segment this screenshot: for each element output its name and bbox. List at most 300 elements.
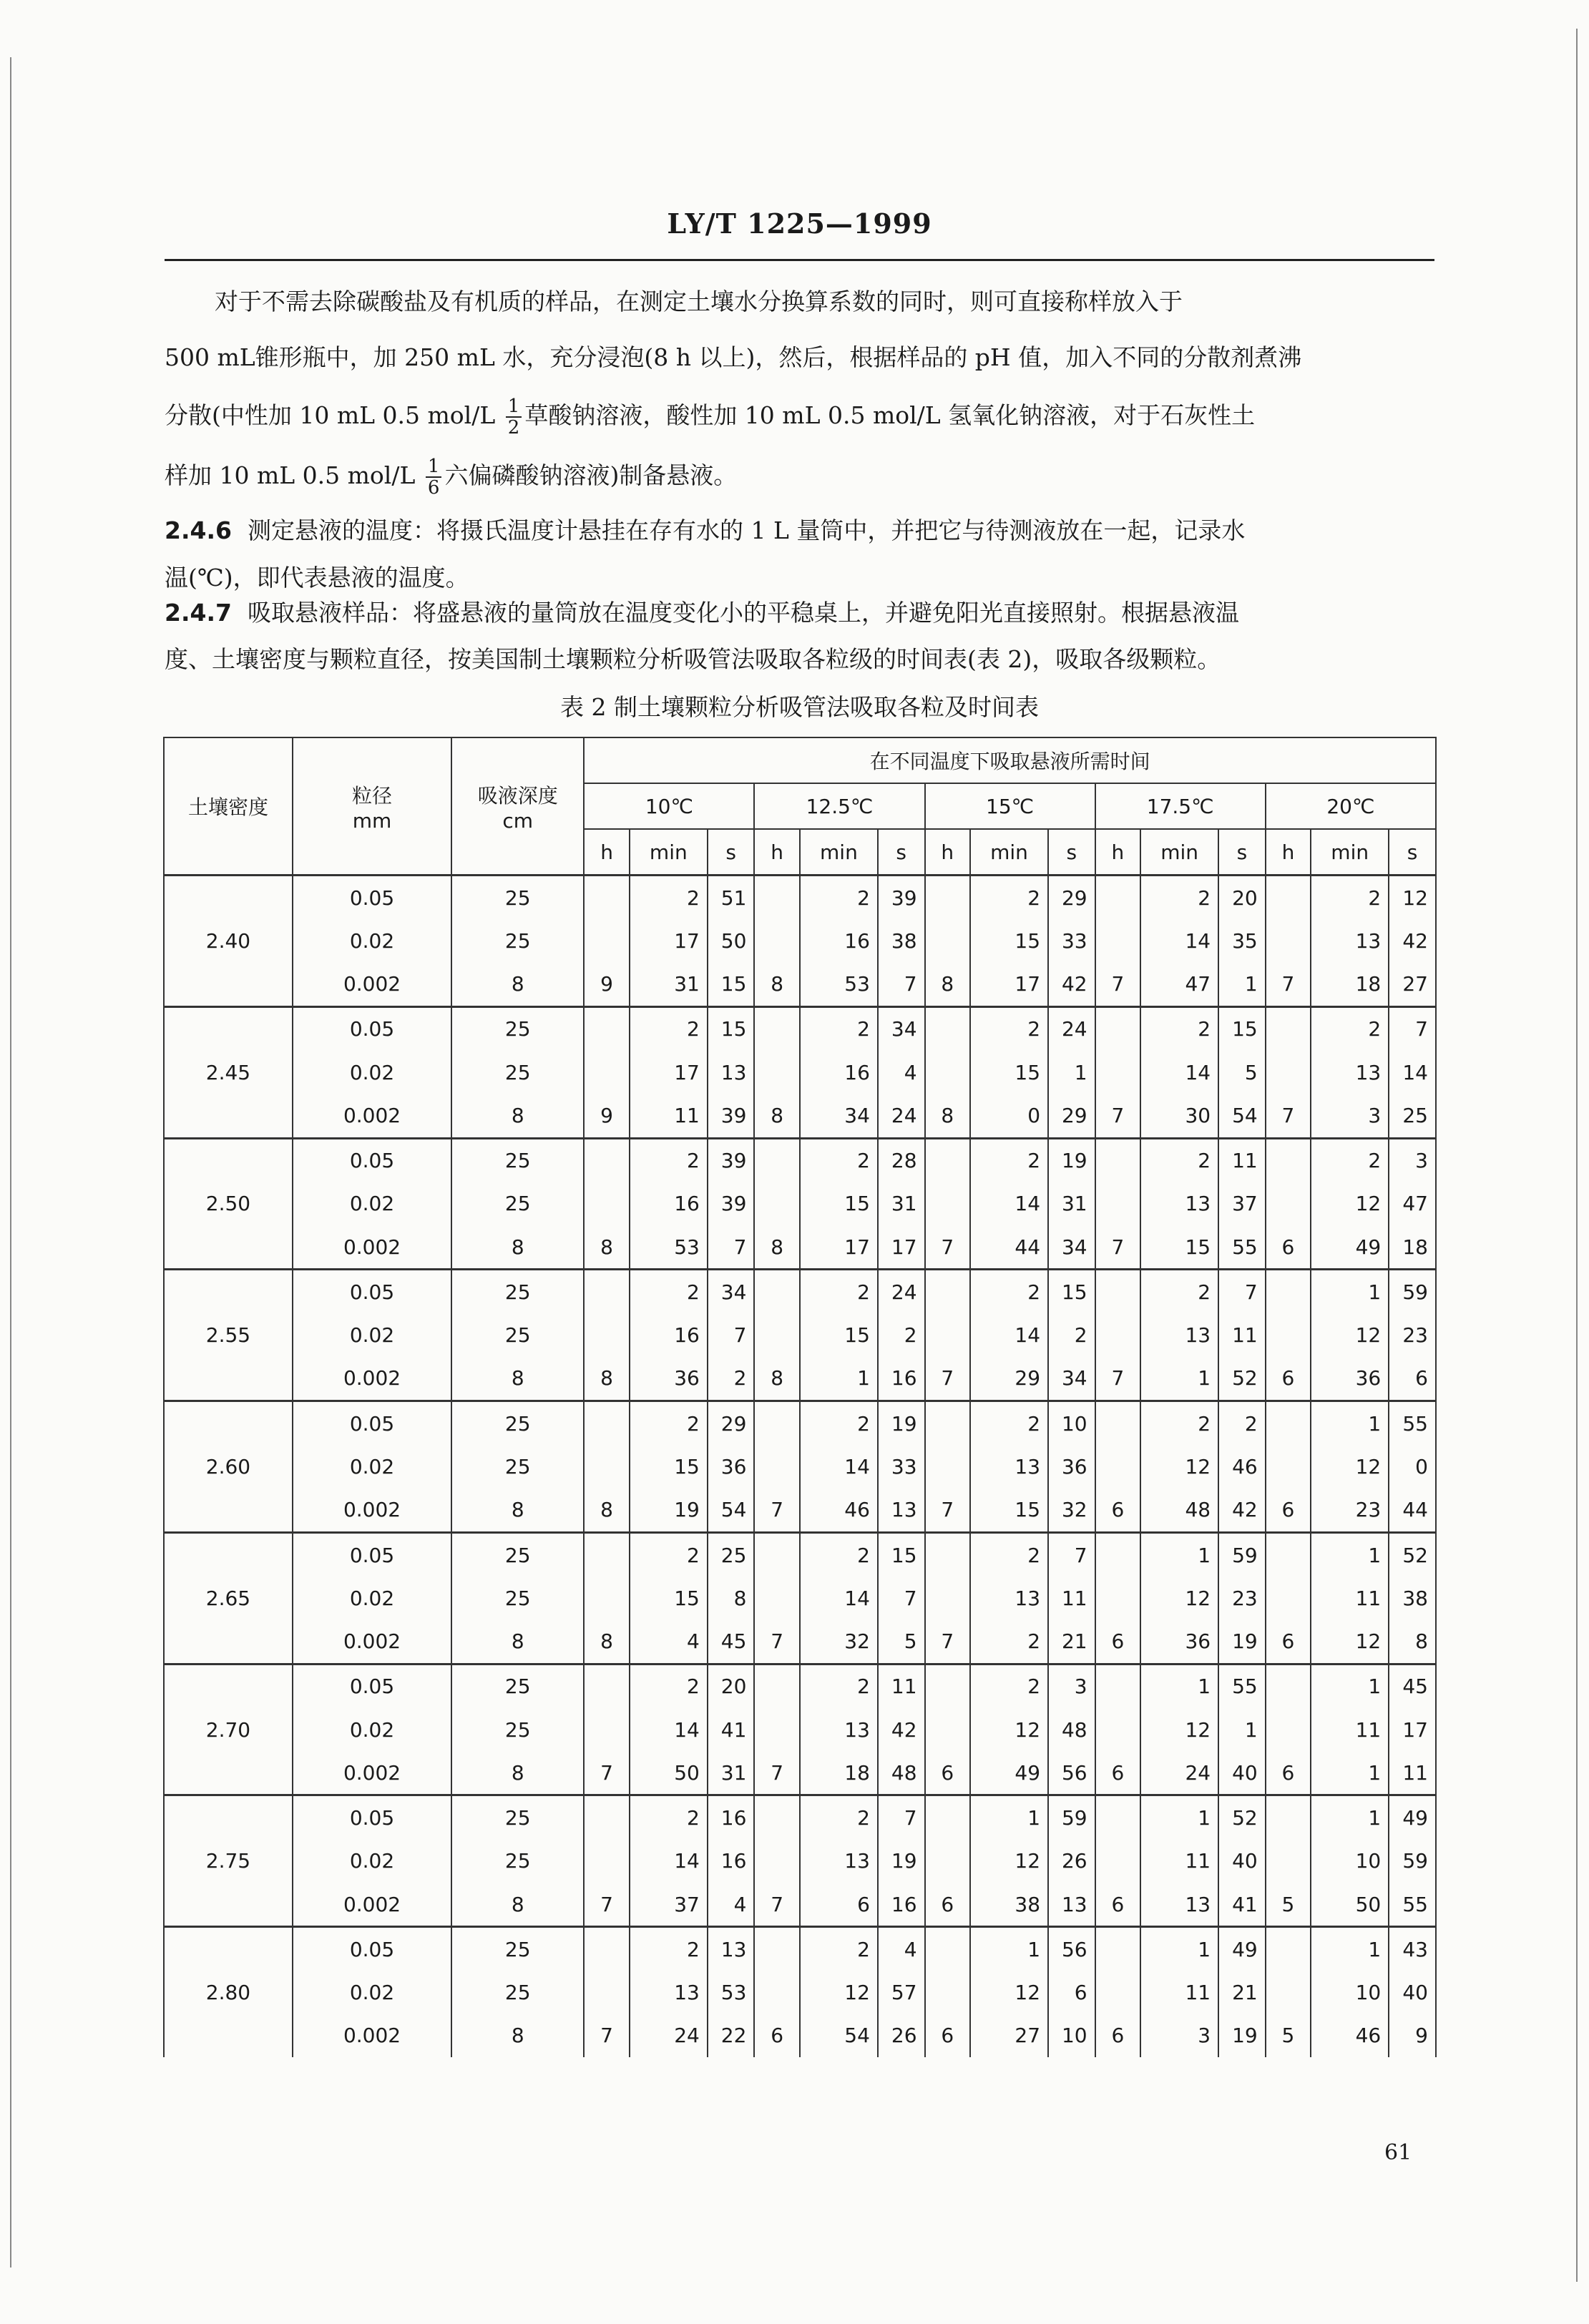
cell-minutes: 12 [800,1971,878,2014]
fraction-denominator: 6 [427,477,440,499]
cell-density: 2.80 [164,1971,293,2014]
cell-hours: 6 [1266,1489,1311,1533]
cell-seconds: 13 [708,1927,755,1971]
cell-minutes: 2 [630,1795,708,1840]
cell-minutes: 15 [970,1489,1048,1533]
cell-hours [584,919,629,962]
cell-minutes: 1 [1311,1751,1389,1795]
cell-hours [925,1577,970,1619]
cell-hours [1095,1270,1140,1314]
cell-minutes: 12 [1311,1619,1389,1664]
cell-depth: 25 [451,1138,584,1182]
cell-hours [925,1445,970,1488]
cell-hours [1095,1795,1140,1840]
cell-hours: 6 [1266,1619,1311,1664]
cell-hours: 6 [1095,1489,1140,1533]
cell-seconds: 52 [1218,1795,1266,1840]
cell-minutes: 34 [800,1094,878,1138]
cell-seconds: 26 [878,2014,925,2057]
cell-minutes: 12 [1311,1445,1389,1488]
cell-hours [584,1664,629,1708]
cell-minutes: 2 [800,876,878,920]
paragraph-text: 样加 10 mL 0.5 mol/L [165,461,416,489]
table-row [164,962,1436,1006]
cell-hours [584,1708,629,1751]
cell-diameter: 0.05 [293,1006,451,1051]
cell-minutes: 13 [630,1971,708,2014]
header-soil-density: 土壤密度 [164,737,293,876]
table-row [164,1445,1436,1488]
cell-minutes: 27 [970,2014,1048,2057]
cell-hours [1266,1532,1311,1577]
cell-seconds: 34 [708,1270,755,1314]
header-temp-3: 17.5℃ [1095,783,1266,829]
cell-hours [754,1006,799,1051]
cell-density: 2.50 [164,1182,293,1225]
cell-hours: 5 [1266,2014,1311,2057]
cell-seconds: 2 [878,1314,925,1357]
cell-diameter: 0.02 [293,919,451,962]
density-group [164,876,1436,1007]
cell-seconds: 19 [1218,1619,1266,1664]
table-row [164,1971,1436,2014]
cell-seconds: 5 [878,1619,925,1664]
cell-seconds: 59 [1048,1795,1095,1840]
cell-minutes: 2 [970,876,1048,920]
table-row [164,1795,1436,1840]
cell-minutes: 50 [630,1751,708,1795]
cell-hours [584,1270,629,1314]
cell-hours: 6 [1266,1751,1311,1795]
cell-seconds: 10 [1048,2014,1095,2057]
cell-diameter: 0.02 [293,1314,451,1357]
cell-minutes: 2 [1311,1138,1389,1182]
cell-seconds: 16 [708,1795,755,1840]
header-unit-s: s [1218,829,1266,876]
cell-seconds: 3 [1389,1138,1436,1182]
cell-diameter: 0.002 [293,1883,451,1927]
cell-hours [584,1795,629,1840]
cell-hours [925,1182,970,1225]
cell-hours: 7 [925,1357,970,1401]
cell-hours: 6 [1095,1751,1140,1795]
cell-hours [925,1270,970,1314]
cell-minutes: 11 [1140,1840,1218,1883]
cell-seconds: 5 [1218,1051,1266,1094]
cell-seconds: 4 [878,1927,925,1971]
cell-hours [1095,1138,1140,1182]
cell-minutes: 2 [1140,1401,1218,1446]
cell-seconds: 2 [1048,1314,1095,1357]
cell-hours [1266,1927,1311,1971]
density-group [164,1927,1436,2057]
cell-minutes: 13 [1140,1314,1218,1357]
cell-minutes: 3 [1311,1094,1389,1138]
cell-density [164,1883,293,1927]
cell-minutes: 2 [970,1401,1048,1446]
cell-seconds: 26 [1048,1840,1095,1883]
cell-hours: 8 [754,1225,799,1270]
cell-hours: 7 [584,1751,629,1795]
cell-minutes: 29 [970,1357,1048,1401]
cell-seconds: 55 [1218,1225,1266,1270]
cell-seconds: 41 [1218,1883,1266,1927]
cell-minutes: 13 [1140,1883,1218,1927]
cell-hours [754,876,799,920]
cell-depth: 8 [451,2014,584,2057]
cell-hours [1095,1708,1140,1751]
cell-density: 2.75 [164,1840,293,1883]
cell-seconds: 43 [1389,1927,1436,1971]
header-rule [165,259,1434,261]
cell-hours [584,1401,629,1446]
cell-minutes: 2 [800,1532,878,1577]
cell-seconds: 24 [878,1094,925,1138]
cell-diameter: 0.002 [293,1751,451,1795]
cell-hours: 7 [1095,1225,1140,1270]
cell-seconds: 7 [878,1577,925,1619]
cell-hours [1266,1401,1311,1446]
cell-minutes: 2 [970,1664,1048,1708]
cell-density [164,1489,293,1533]
cell-hours [1095,876,1140,920]
cell-seconds: 6 [1389,1357,1436,1401]
cell-minutes: 12 [970,1840,1048,1883]
cell-hours [584,1006,629,1051]
page-number: 61 [1384,2140,1412,2165]
pipette-timing-table [163,737,1437,2057]
cell-depth: 8 [451,1751,584,1795]
cell-minutes: 16 [630,1182,708,1225]
density-group [164,1006,1436,1138]
cell-seconds: 7 [1048,1532,1095,1577]
cell-minutes: 50 [1311,1883,1389,1927]
cell-seconds: 29 [1048,876,1095,920]
cell-seconds: 41 [708,1708,755,1751]
cell-minutes: 16 [800,1051,878,1094]
cell-hours: 9 [584,962,629,1006]
cell-hours [754,1840,799,1883]
cell-minutes: 18 [800,1751,878,1795]
cell-seconds: 42 [1389,919,1436,962]
header-unit-h: h [925,829,970,876]
cell-seconds: 42 [878,1708,925,1751]
cell-density: 2.60 [164,1445,293,1488]
table-row [164,1927,1436,1971]
cell-hours [1266,1840,1311,1883]
cell-seconds: 59 [1218,1532,1266,1577]
cell-depth: 25 [451,1270,584,1314]
cell-hours [754,919,799,962]
cell-hours [584,1927,629,1971]
header-diameter-unit: mm [352,808,392,833]
cell-minutes: 48 [1140,1489,1218,1533]
cell-seconds: 25 [1389,1094,1436,1138]
cell-minutes: 49 [1311,1225,1389,1270]
cell-seconds: 48 [878,1751,925,1795]
cell-minutes: 2 [800,1138,878,1182]
cell-hours: 7 [925,1225,970,1270]
cell-minutes: 44 [970,1225,1048,1270]
cell-seconds: 29 [708,1401,755,1446]
header-depth-unit: cm [502,808,534,833]
cell-minutes: 36 [630,1357,708,1401]
cell-seconds: 16 [708,1840,755,1883]
cell-seconds: 8 [1389,1619,1436,1664]
cell-diameter: 0.05 [293,1401,451,1446]
cell-minutes: 0 [970,1094,1048,1138]
cell-diameter: 0.05 [293,1927,451,1971]
cell-hours [1266,1445,1311,1488]
cell-minutes: 1 [1311,1795,1389,1840]
cell-hours [584,1840,629,1883]
fraction-sixth [426,456,442,498]
cell-seconds: 45 [1389,1664,1436,1708]
cell-minutes: 2 [1311,1006,1389,1051]
cell-seconds: 11 [878,1664,925,1708]
cell-hours [925,1401,970,1446]
cell-seconds: 7 [708,1314,755,1357]
cell-diameter: 0.002 [293,1489,451,1533]
cell-hours [925,1051,970,1094]
cell-hours [1095,1577,1140,1619]
cell-minutes: 1 [1311,1927,1389,1971]
cell-hours: 8 [754,962,799,1006]
cell-hours [925,1138,970,1182]
cell-minutes: 1 [800,1357,878,1401]
cell-minutes: 17 [970,962,1048,1006]
cell-hours [1095,1051,1140,1094]
cell-hours [584,1577,629,1619]
section-number: 2.4.6 [165,516,232,544]
cell-seconds: 7 [708,1225,755,1270]
cell-minutes: 13 [800,1840,878,1883]
cell-depth: 25 [451,1532,584,1577]
cell-density [164,1357,293,1401]
table-row [164,1664,1436,1708]
table-row [164,1182,1436,1225]
cell-minutes: 14 [800,1577,878,1619]
cell-depth: 25 [451,1971,584,2014]
cell-hours [925,1927,970,1971]
cell-hours [925,1006,970,1051]
cell-minutes: 53 [630,1225,708,1270]
cell-minutes: 2 [630,876,708,920]
cell-minutes: 13 [970,1577,1048,1619]
cell-minutes: 2 [630,1401,708,1446]
section-number: 2.4.7 [165,599,232,627]
header-unit-min: min [630,829,708,876]
cell-hours [1095,1445,1140,1488]
cell-hours [925,876,970,920]
cell-hours: 6 [925,1883,970,1927]
cell-hours [754,1577,799,1619]
header-temp-4: 20℃ [1266,783,1436,829]
cell-hours [754,1971,799,2014]
cell-diameter: 0.05 [293,1532,451,1577]
table-row [164,1708,1436,1751]
cell-seconds: 1 [1218,1708,1266,1751]
header-unit-h: h [754,829,799,876]
cell-hours [754,1401,799,1446]
cell-minutes: 38 [970,1883,1048,1927]
cell-minutes: 15 [1140,1225,1218,1270]
table-row [164,1138,1436,1182]
section-2-4-6-line2: 温(℃)，即代表悬液的温度。 [165,564,469,592]
header-time-span: 在不同温度下吸取悬液所需时间 [584,737,1436,783]
cell-density [164,1094,293,1138]
cell-density [164,1751,293,1795]
cell-minutes: 2 [630,1270,708,1314]
cell-diameter: 0.05 [293,1795,451,1840]
cell-seconds: 2 [1218,1401,1266,1446]
cell-hours: 7 [1095,1094,1140,1138]
cell-diameter: 0.02 [293,1840,451,1883]
cell-seconds: 16 [878,1357,925,1401]
cell-depth: 25 [451,1445,584,1488]
cell-hours: 7 [754,1883,799,1927]
cell-seconds: 44 [1389,1489,1436,1533]
cell-minutes: 12 [1140,1445,1218,1488]
cell-hours: 9 [584,1094,629,1138]
cell-minutes: 12 [1140,1577,1218,1619]
header-particle-diameter [293,737,451,876]
cell-seconds: 12 [1389,876,1436,920]
cell-minutes: 49 [970,1751,1048,1795]
scan-edge-right [1576,29,1578,2282]
cell-minutes: 2 [800,1927,878,1971]
cell-hours [1095,1971,1140,2014]
cell-minutes: 16 [800,919,878,962]
scan-edge-left [10,57,11,2267]
cell-minutes: 13 [800,1708,878,1751]
fraction-half [506,396,522,438]
table-row [164,1751,1436,1795]
header-unit-s: s [1048,829,1095,876]
cell-seconds: 31 [878,1182,925,1225]
cell-density: 2.40 [164,919,293,962]
cell-seconds: 56 [1048,1927,1095,1971]
cell-minutes: 17 [800,1225,878,1270]
section-2-4-6-line1 [165,515,1434,546]
cell-depth: 8 [451,1883,584,1927]
cell-seconds: 40 [1218,1751,1266,1795]
cell-minutes: 15 [970,919,1048,962]
cell-diameter: 0.05 [293,1270,451,1314]
cell-depth: 25 [451,919,584,962]
cell-seconds: 40 [1389,1971,1436,2014]
table-row [164,876,1436,920]
cell-minutes: 17 [630,919,708,962]
density-group [164,1795,1436,1927]
cell-density [164,1006,293,1051]
cell-seconds: 22 [708,2014,755,2057]
cell-depth: 25 [451,1708,584,1751]
cell-seconds: 7 [1389,1006,1436,1051]
cell-hours [584,1138,629,1182]
cell-hours [925,1840,970,1883]
cell-density [164,1619,293,1664]
cell-minutes: 2 [630,1664,708,1708]
cell-seconds: 20 [1218,876,1266,920]
cell-minutes: 46 [1311,2014,1389,2057]
cell-minutes: 2 [970,1006,1048,1051]
cell-minutes: 53 [800,962,878,1006]
cell-hours [1095,1401,1140,1446]
cell-minutes: 2 [1140,1270,1218,1314]
cell-hours: 7 [754,1489,799,1533]
table-row [164,1006,1436,1051]
header-depth-label: 吸液深度 [477,783,558,808]
table-row [164,1619,1436,1664]
cell-hours: 7 [584,2014,629,2057]
cell-hours [754,1270,799,1314]
cell-minutes: 1 [1140,1357,1218,1401]
cell-seconds: 45 [708,1619,755,1664]
paragraph-line [165,456,1434,498]
cell-hours [1266,1795,1311,1840]
table-row [164,1094,1436,1138]
cell-minutes: 2 [1140,876,1218,920]
cell-minutes: 1 [1311,1270,1389,1314]
table-row [164,1270,1436,1314]
cell-seconds: 7 [878,1795,925,1840]
table-row [164,1357,1436,1401]
cell-seconds: 33 [878,1445,925,1488]
cell-minutes: 2 [800,1664,878,1708]
table-row [164,919,1436,962]
cell-minutes: 30 [1140,1094,1218,1138]
cell-hours [1266,1051,1311,1094]
cell-hours: 7 [1095,962,1140,1006]
cell-density [164,1225,293,1270]
cell-seconds: 32 [1048,1489,1095,1533]
cell-hours: 7 [1266,1094,1311,1138]
cell-minutes: 2 [630,1138,708,1182]
cell-minutes: 11 [630,1094,708,1138]
density-group [164,1270,1436,1401]
table-row [164,1051,1436,1094]
cell-seconds: 40 [1218,1840,1266,1883]
cell-hours: 7 [754,1619,799,1664]
cell-seconds: 28 [878,1138,925,1182]
cell-seconds: 19 [1048,1138,1095,1182]
cell-seconds: 20 [708,1664,755,1708]
cell-minutes: 1 [970,1795,1048,1840]
cell-minutes: 3 [1140,2014,1218,2057]
paragraph-text: 吸取悬液样品：将盛悬液的量筒放在温度变化小的平稳桌上，并避免阳光直接照射。根据悬液温 [247,599,1239,627]
cell-minutes: 11 [1311,1577,1389,1619]
cell-seconds: 24 [1048,1006,1095,1051]
cell-minutes: 18 [1311,962,1389,1006]
cell-seconds: 7 [878,962,925,1006]
cell-hours [1266,1006,1311,1051]
cell-seconds: 2 [708,1357,755,1401]
cell-minutes: 36 [1311,1357,1389,1401]
cell-diameter: 0.02 [293,1708,451,1751]
cell-minutes: 1 [1311,1532,1389,1577]
header-diameter-label: 粒径 [352,783,393,808]
cell-seconds: 24 [878,1270,925,1314]
cell-minutes: 2 [630,1532,708,1577]
cell-minutes: 31 [630,962,708,1006]
paragraph-text: 六偏磷酸钠溶液)制备悬液。 [444,461,738,489]
cell-minutes: 24 [630,2014,708,2057]
cell-minutes: 2 [800,1270,878,1314]
cell-diameter: 0.02 [293,1971,451,2014]
header-unit-h: h [1095,829,1140,876]
cell-seconds: 49 [1389,1795,1436,1840]
